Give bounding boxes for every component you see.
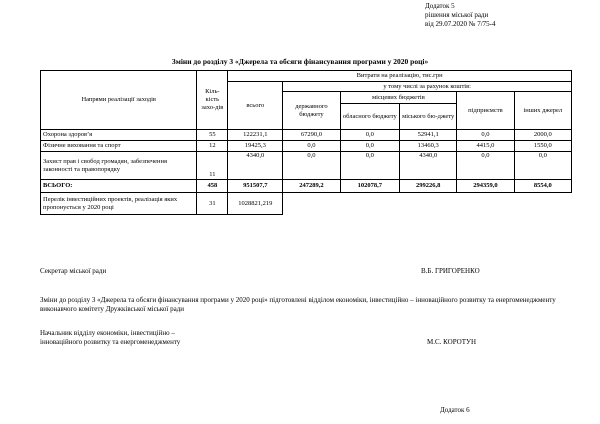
prepared-note: Зміни до розділу 3 «Джерела та обсяги фінансування програми у 2020 році» підготовлені відділом економіки, інвестиційно – інноваційного розвитку та енергоменеджменту виконавчого комітету Дружківської міської ради (40, 296, 556, 313)
header-including: у тому числі за рахунок коштів: (283, 82, 572, 92)
row-state: 0,0 (283, 141, 340, 152)
next-annex-label: Додаток 6 (440, 406, 470, 414)
row-total: 122231,1 (228, 130, 283, 141)
projects-label: Перелік інвестиційних проектів, реалізація яких пропонується у 2020 році (41, 193, 197, 215)
header-state: державного бюджету (283, 92, 340, 130)
row-name: Захист прав і свобод громадян, забезпечення законності та правопорядку (41, 152, 197, 180)
projects-row (41, 193, 572, 215)
header-other: інших джерел (514, 92, 571, 130)
head-role-line1: Начальник відділу економіки, інвестиційно – (40, 329, 175, 337)
table-row (41, 152, 572, 180)
total-regional: 102078,7 (340, 180, 399, 193)
row-city: 4340,0 (400, 152, 457, 180)
header-local: місцевих бюджетів (340, 92, 457, 104)
total-count: 458 (197, 180, 228, 193)
total-state: 247289,2 (283, 180, 340, 193)
projects-total: 1028821,219 (228, 193, 283, 215)
row-count: 11 (197, 152, 228, 180)
header-count: Кіль-кість захо-дів (197, 71, 228, 130)
header-city: міського бю-джету (400, 104, 457, 130)
secretary-name: В.Б. ГРИГОРЕНКО (421, 267, 480, 275)
row-regional: 0,0 (340, 141, 399, 152)
row-other: 0,0 (514, 152, 571, 180)
total-row (41, 180, 572, 193)
header-direction: Напрями реалізації заходів (41, 71, 197, 130)
row-state: 0,0 (283, 152, 340, 180)
row-other: 2000,0 (514, 130, 571, 141)
total-other: 8554,0 (514, 180, 571, 193)
table-row (41, 130, 572, 141)
row-city: 52941,1 (400, 130, 457, 141)
row-regional: 0,0 (340, 130, 399, 141)
row-name: Фізичне виховання та спорт (41, 141, 197, 152)
row-name: Охорона здоров’я (41, 130, 197, 141)
annex-header (425, 2, 496, 29)
row-other: 1550,0 (514, 141, 571, 152)
row-count: 12 (197, 141, 228, 152)
row-state: 67290,0 (283, 130, 340, 141)
row-enterprises: 0,0 (457, 130, 514, 141)
total-city: 299226,8 (400, 180, 457, 193)
secretary-role: Секретар міської ради (40, 267, 107, 275)
total-label: ВСЬОГО: (41, 180, 197, 193)
row-total: 19425,3 (228, 141, 283, 152)
row-total: 4340,0 (228, 152, 283, 180)
page-title: Зміни до розділу 3 «Джерела та обсяги фінансування програми у 2020 році» (171, 57, 429, 66)
total-enterprises: 294359,0 (457, 180, 514, 193)
table-row (41, 141, 572, 152)
funding-table (40, 70, 572, 215)
header-costs: Витрати на реалізацію, тис.грн (228, 71, 572, 82)
decision-date: від 29.07.2020 № 7/75-4 (425, 20, 496, 28)
row-city: 13460,3 (400, 141, 457, 152)
annex-number: Додаток 5 (425, 2, 455, 10)
row-enterprises: 0,0 (457, 152, 514, 180)
total-total: 951507,7 (228, 180, 283, 193)
projects-empty (283, 193, 572, 215)
header-enterprises: підприємств (457, 92, 514, 130)
row-enterprises: 4415,0 (457, 141, 514, 152)
row-regional: 0,0 (340, 152, 399, 180)
projects-count: 31 (197, 193, 228, 215)
header-total: всього (228, 82, 283, 130)
decision-label: рішення міської ради (425, 11, 489, 19)
head-role-line2: інноваційного розвитку та енергоменеджменту (40, 338, 181, 346)
header-regional: обласного бюджету (340, 104, 399, 130)
head-name: М.С. КОРОТУН (427, 338, 477, 346)
row-count: 55 (197, 130, 228, 141)
